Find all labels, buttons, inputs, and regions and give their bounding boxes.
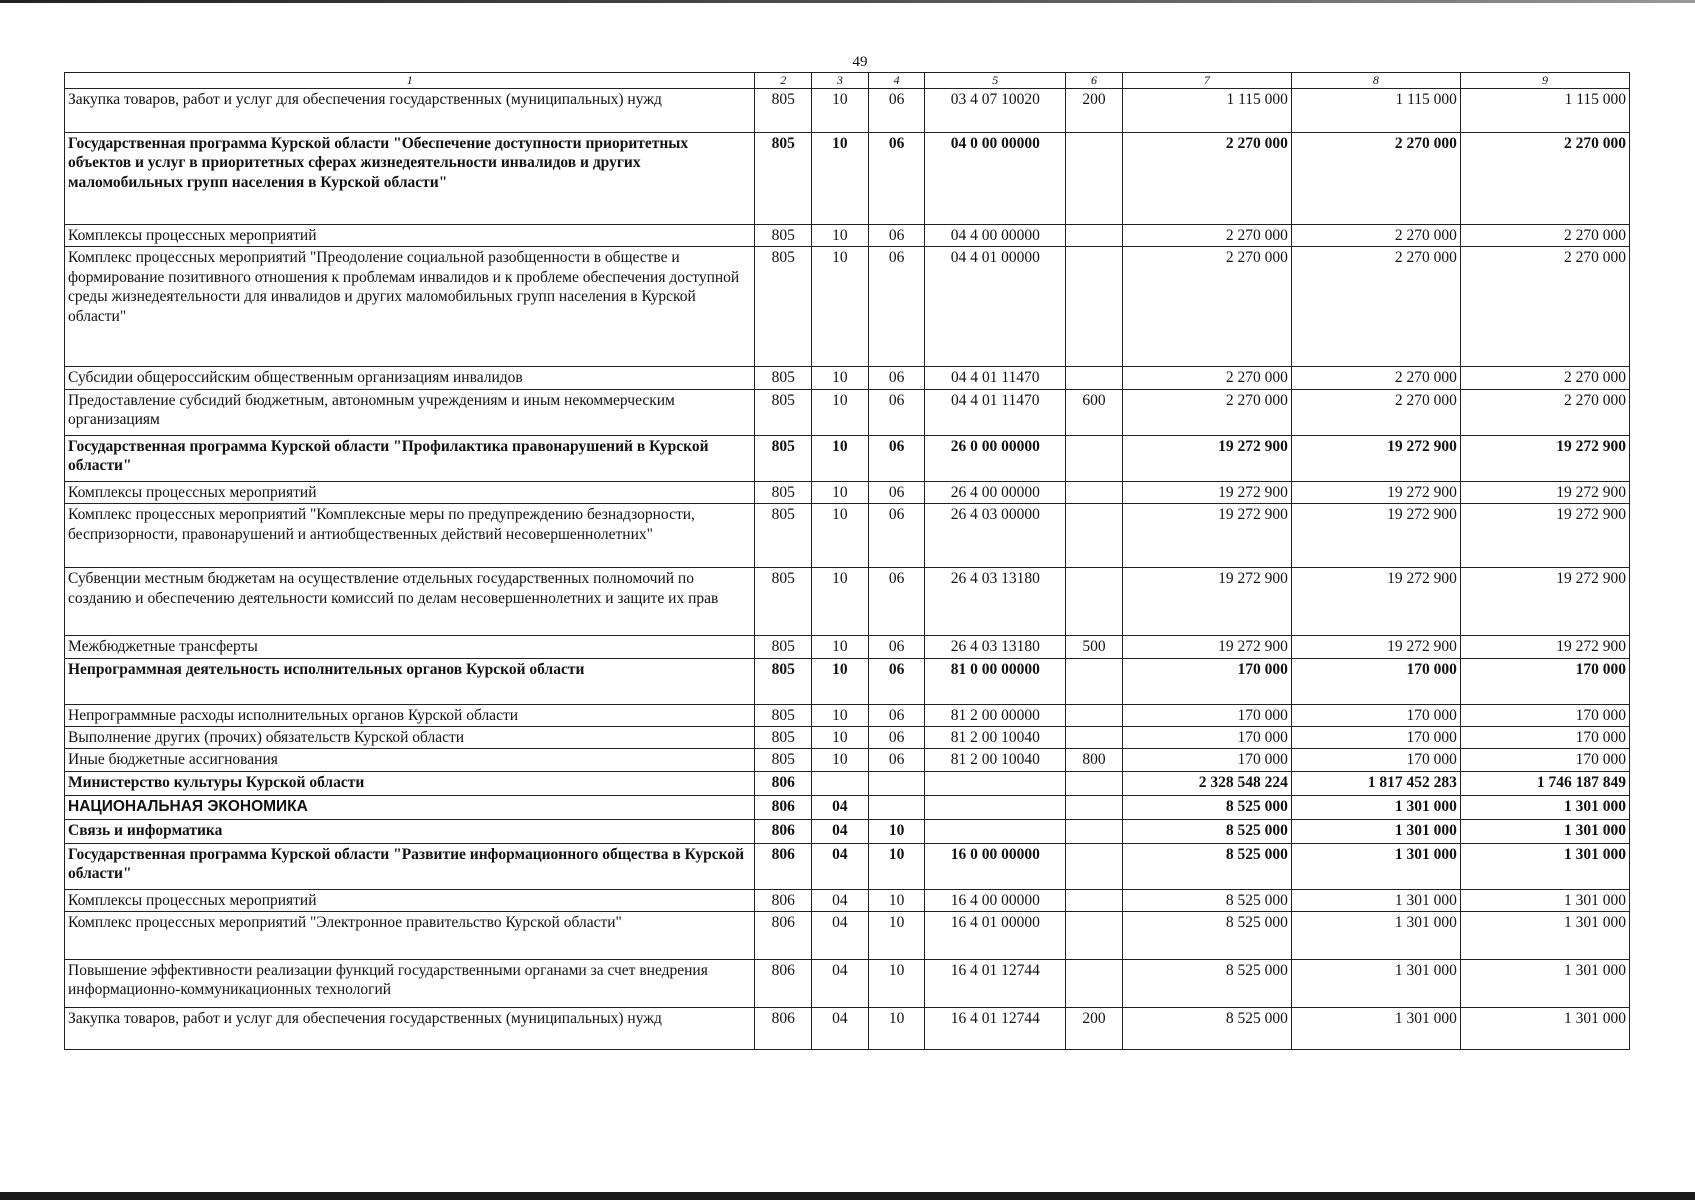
- amount-year-3: 2 270 000: [1460, 389, 1629, 435]
- col-4-code: [868, 795, 925, 819]
- budget-table: [64, 72, 1630, 1050]
- row-name: Комплекс процессных мероприятий "Комплексные меры по предупреждению безнадзорности, беспризорности, правонарушений и антиобщественных действий несовершеннолетних": [65, 504, 755, 568]
- col-3-code: 04: [812, 912, 869, 960]
- expense-type-code: [1066, 435, 1123, 481]
- row-name: НАЦИОНАЛЬНАЯ ЭКОНОМИКА: [65, 795, 755, 819]
- amount-year-3: 170 000: [1460, 658, 1629, 704]
- amount-year-3: 170 000: [1460, 726, 1629, 748]
- col-3-code: 10: [812, 435, 869, 481]
- expense-type-code: [1066, 843, 1123, 889]
- amount-year-1: 19 272 900: [1122, 636, 1291, 658]
- table-row: [65, 247, 1630, 367]
- table-row: [65, 912, 1630, 960]
- table-row: [65, 960, 1630, 1008]
- row-name: Государственная программа Курской области "Обеспечение доступности приоритетных объектов и услуг в приоритетных сферах жизнедеятельности инвалидов и других маломобильных групп населения в Курской области": [65, 133, 755, 225]
- expense-type-code: 500: [1066, 636, 1123, 658]
- target-article-code: 26 4 03 13180: [925, 568, 1066, 636]
- expense-type-code: [1066, 247, 1123, 367]
- table-row: [65, 819, 1630, 843]
- target-article-code: 04 4 01 11470: [925, 367, 1066, 389]
- target-article-code: 16 4 01 12744: [925, 960, 1066, 1008]
- col-3-code: 10: [812, 704, 869, 726]
- col-4-code: 06: [868, 568, 925, 636]
- col-2-code: 806: [755, 1008, 812, 1050]
- amount-year-3: 19 272 900: [1460, 504, 1629, 568]
- amount-year-3: 2 270 000: [1460, 247, 1629, 367]
- col-4-code: 06: [868, 749, 925, 771]
- col-2-code: 805: [755, 133, 812, 225]
- col-3-code: 04: [812, 960, 869, 1008]
- amount-year-2: 1 301 000: [1291, 912, 1460, 960]
- col-4-code: 10: [868, 960, 925, 1008]
- amount-year-1: 19 272 900: [1122, 568, 1291, 636]
- amount-year-3: 19 272 900: [1460, 481, 1629, 503]
- amount-year-2: 170 000: [1291, 726, 1460, 748]
- target-article-code: 16 4 01 00000: [925, 912, 1066, 960]
- amount-year-3: 1 301 000: [1460, 843, 1629, 889]
- row-name: Закупка товаров, работ и услуг для обеспечения государственных (муниципальных) нужд: [65, 1008, 755, 1050]
- table-row: [65, 636, 1630, 658]
- amount-year-1: 19 272 900: [1122, 435, 1291, 481]
- table-row: [65, 1008, 1630, 1050]
- target-article-code: 16 0 00 00000: [925, 843, 1066, 889]
- row-name: Иные бюджетные ассигнования: [65, 749, 755, 771]
- col-4-code: 06: [868, 726, 925, 748]
- col-3-code: 10: [812, 367, 869, 389]
- col-3-code: 10: [812, 726, 869, 748]
- table-row: [65, 435, 1630, 481]
- expense-type-code: [1066, 889, 1123, 911]
- col-4-code: 06: [868, 133, 925, 225]
- col-4-code: 06: [868, 225, 925, 247]
- col-3-code: 10: [812, 568, 869, 636]
- col-4-code: [868, 771, 925, 795]
- amount-year-2: 170 000: [1291, 704, 1460, 726]
- amount-year-1: 2 270 000: [1122, 389, 1291, 435]
- amount-year-2: 19 272 900: [1291, 504, 1460, 568]
- expense-type-code: [1066, 568, 1123, 636]
- table-row: [65, 133, 1630, 225]
- row-name: Предоставление субсидий бюджетным, автономным учреждениям и иным некоммерческим организациям: [65, 389, 755, 435]
- col-4-code: 06: [868, 389, 925, 435]
- col-3-code: 04: [812, 1008, 869, 1050]
- amount-year-2: 1 301 000: [1291, 889, 1460, 911]
- expense-type-code: [1066, 367, 1123, 389]
- amount-year-2: 2 270 000: [1291, 247, 1460, 367]
- expense-type-code: [1066, 481, 1123, 503]
- scan-top-edge: [0, 0, 1695, 3]
- col-2-code: 805: [755, 225, 812, 247]
- row-name: Непрограммные расходы исполнительных органов Курской области: [65, 704, 755, 726]
- amount-year-1: 170 000: [1122, 726, 1291, 748]
- col-4-code: 06: [868, 367, 925, 389]
- col-2-code: 805: [755, 636, 812, 658]
- table-row: [65, 367, 1630, 389]
- amount-year-1: 2 328 548 224: [1122, 771, 1291, 795]
- col-2-code: 805: [755, 435, 812, 481]
- amount-year-3: 1 301 000: [1460, 795, 1629, 819]
- col-4-code: 10: [868, 912, 925, 960]
- expense-type-code: [1066, 726, 1123, 748]
- expense-type-code: [1066, 960, 1123, 1008]
- header-col: 2: [755, 73, 812, 89]
- amount-year-3: 170 000: [1460, 749, 1629, 771]
- header-col: 7: [1122, 73, 1291, 89]
- target-article-code: 81 0 00 00000: [925, 658, 1066, 704]
- col-2-code: 806: [755, 889, 812, 911]
- table-row: [65, 389, 1630, 435]
- target-article-code: 16 4 00 00000: [925, 889, 1066, 911]
- amount-year-2: 1 115 000: [1291, 89, 1460, 133]
- amount-year-2: 19 272 900: [1291, 636, 1460, 658]
- row-name: Комплексы процессных мероприятий: [65, 889, 755, 911]
- col-2-code: 805: [755, 504, 812, 568]
- table-row: [65, 749, 1630, 771]
- expense-type-code: [1066, 504, 1123, 568]
- amount-year-2: 1 301 000: [1291, 819, 1460, 843]
- row-name: Межбюджетные трансферты: [65, 636, 755, 658]
- expense-type-code: [1066, 771, 1123, 795]
- amount-year-3: 1 301 000: [1460, 960, 1629, 1008]
- table-body: [65, 89, 1630, 1050]
- col-3-code: 10: [812, 481, 869, 503]
- table-row: [65, 658, 1630, 704]
- amount-year-1: 170 000: [1122, 749, 1291, 771]
- amount-year-2: 1 301 000: [1291, 795, 1460, 819]
- amount-year-3: 1 301 000: [1460, 819, 1629, 843]
- amount-year-1: 8 525 000: [1122, 795, 1291, 819]
- col-2-code: 806: [755, 795, 812, 819]
- header-col: 1: [65, 73, 755, 89]
- table-row: [65, 504, 1630, 568]
- row-name: Субсидии общероссийским общественным организациям инвалидов: [65, 367, 755, 389]
- col-2-code: 805: [755, 89, 812, 133]
- amount-year-3: 19 272 900: [1460, 435, 1629, 481]
- header-col: 9: [1460, 73, 1629, 89]
- target-article-code: [925, 795, 1066, 819]
- row-name: Государственная программа Курской области "Профилактика правонарушений в Курской области": [65, 435, 755, 481]
- row-name: Выполнение других (прочих) обязательств Курской области: [65, 726, 755, 748]
- row-name: Комплексы процессных мероприятий: [65, 225, 755, 247]
- col-4-code: 06: [868, 89, 925, 133]
- amount-year-1: 8 525 000: [1122, 912, 1291, 960]
- amount-year-2: 1 301 000: [1291, 960, 1460, 1008]
- col-4-code: 10: [868, 889, 925, 911]
- amount-year-1: 2 270 000: [1122, 225, 1291, 247]
- col-2-code: 806: [755, 843, 812, 889]
- amount-year-1: 8 525 000: [1122, 960, 1291, 1008]
- col-2-code: 806: [755, 819, 812, 843]
- amount-year-3: 170 000: [1460, 704, 1629, 726]
- col-2-code: 806: [755, 771, 812, 795]
- amount-year-3: 1 301 000: [1460, 912, 1629, 960]
- scan-bottom-edge: [0, 1192, 1695, 1200]
- table-row: [65, 225, 1630, 247]
- amount-year-1: 2 270 000: [1122, 133, 1291, 225]
- col-3-code: 10: [812, 89, 869, 133]
- amount-year-1: 8 525 000: [1122, 889, 1291, 911]
- target-article-code: 03 4 07 10020: [925, 89, 1066, 133]
- col-4-code: 06: [868, 504, 925, 568]
- target-article-code: 81 2 00 10040: [925, 726, 1066, 748]
- header-col: 5: [925, 73, 1066, 89]
- row-name: Субвенции местным бюджетам на осуществление отдельных государственных полномочий по созданию и обеспечению деятельности комиссий по делам несовершеннолетних и защите их прав: [65, 568, 755, 636]
- amount-year-1: 8 525 000: [1122, 819, 1291, 843]
- amount-year-3: 2 270 000: [1460, 133, 1629, 225]
- target-article-code: 81 2 00 00000: [925, 704, 1066, 726]
- col-2-code: 806: [755, 960, 812, 1008]
- col-4-code: 10: [868, 843, 925, 889]
- expense-type-code: 600: [1066, 389, 1123, 435]
- amount-year-1: 170 000: [1122, 704, 1291, 726]
- amount-year-3: 19 272 900: [1460, 636, 1629, 658]
- col-3-code: 10: [812, 504, 869, 568]
- row-name: Комплекс процессных мероприятий "Электронное правительство Курской области": [65, 912, 755, 960]
- target-article-code: 04 4 01 11470: [925, 389, 1066, 435]
- col-4-code: 10: [868, 1008, 925, 1050]
- header-col: 6: [1066, 73, 1123, 89]
- amount-year-1: 19 272 900: [1122, 504, 1291, 568]
- expense-type-code: [1066, 704, 1123, 726]
- target-article-code: [925, 771, 1066, 795]
- table-row: [65, 568, 1630, 636]
- row-name: Повышение эффективности реализации функций государственными органами за счет внедрения информационно-коммуникационных технологий: [65, 960, 755, 1008]
- expense-type-code: 200: [1066, 89, 1123, 133]
- target-article-code: [925, 819, 1066, 843]
- target-article-code: 26 4 03 13180: [925, 636, 1066, 658]
- col-3-code: 04: [812, 819, 869, 843]
- target-article-code: 16 4 01 12744: [925, 1008, 1066, 1050]
- header-col: 8: [1291, 73, 1460, 89]
- table-row: [65, 704, 1630, 726]
- col-4-code: 06: [868, 435, 925, 481]
- col-3-code: 10: [812, 636, 869, 658]
- amount-year-2: 170 000: [1291, 658, 1460, 704]
- col-3-code: 04: [812, 795, 869, 819]
- table-row: [65, 795, 1630, 819]
- col-4-code: 06: [868, 636, 925, 658]
- amount-year-3: 2 270 000: [1460, 225, 1629, 247]
- amount-year-2: 1 301 000: [1291, 1008, 1460, 1050]
- amount-year-2: 19 272 900: [1291, 435, 1460, 481]
- col-3-code: 10: [812, 749, 869, 771]
- amount-year-2: 2 270 000: [1291, 389, 1460, 435]
- table-row: [65, 889, 1630, 911]
- row-name: Связь и информатика: [65, 819, 755, 843]
- header-col: 4: [868, 73, 925, 89]
- col-3-code: 10: [812, 247, 869, 367]
- amount-year-3: 1 746 187 849: [1460, 771, 1629, 795]
- col-3-code: 10: [812, 225, 869, 247]
- page-number: 49: [852, 54, 868, 70]
- table-row: [65, 726, 1630, 748]
- table-row: [65, 89, 1630, 133]
- amount-year-3: 19 272 900: [1460, 568, 1629, 636]
- expense-type-code: 800: [1066, 749, 1123, 771]
- col-3-code: 10: [812, 389, 869, 435]
- col-3-code: 10: [812, 133, 869, 225]
- col-2-code: 805: [755, 568, 812, 636]
- amount-year-1: 8 525 000: [1122, 843, 1291, 889]
- col-4-code: 10: [868, 819, 925, 843]
- col-3-code: [812, 771, 869, 795]
- row-name: Закупка товаров, работ и услуг для обеспечения государственных (муниципальных) нужд: [65, 89, 755, 133]
- expense-type-code: [1066, 225, 1123, 247]
- target-article-code: 26 4 00 00000: [925, 481, 1066, 503]
- expense-type-code: [1066, 819, 1123, 843]
- header-row: [65, 73, 1630, 89]
- amount-year-3: 1 301 000: [1460, 1008, 1629, 1050]
- row-name: Государственная программа Курской области "Развитие информационного общества в Курской области": [65, 843, 755, 889]
- col-4-code: 06: [868, 704, 925, 726]
- row-name: Комплексы процессных мероприятий: [65, 481, 755, 503]
- target-article-code: 26 4 03 00000: [925, 504, 1066, 568]
- expense-type-code: [1066, 912, 1123, 960]
- amount-year-2: 2 270 000: [1291, 225, 1460, 247]
- col-4-code: 06: [868, 481, 925, 503]
- col-4-code: 06: [868, 658, 925, 704]
- amount-year-1: 170 000: [1122, 658, 1291, 704]
- expense-type-code: [1066, 658, 1123, 704]
- amount-year-2: 1 817 452 283: [1291, 771, 1460, 795]
- target-article-code: 26 0 00 00000: [925, 435, 1066, 481]
- col-3-code: 10: [812, 658, 869, 704]
- col-2-code: 805: [755, 247, 812, 367]
- col-2-code: 805: [755, 726, 812, 748]
- expense-type-code: 200: [1066, 1008, 1123, 1050]
- col-4-code: 06: [868, 247, 925, 367]
- row-name: Непрограммная деятельность исполнительных органов Курской области: [65, 658, 755, 704]
- col-2-code: 805: [755, 749, 812, 771]
- amount-year-2: 19 272 900: [1291, 568, 1460, 636]
- col-2-code: 805: [755, 658, 812, 704]
- col-2-code: 805: [755, 389, 812, 435]
- amount-year-2: 1 301 000: [1291, 843, 1460, 889]
- amount-year-1: 2 270 000: [1122, 247, 1291, 367]
- target-article-code: 04 4 01 00000: [925, 247, 1066, 367]
- amount-year-1: 19 272 900: [1122, 481, 1291, 503]
- expense-type-code: [1066, 133, 1123, 225]
- amount-year-2: 170 000: [1291, 749, 1460, 771]
- col-3-code: 04: [812, 843, 869, 889]
- table-row: [65, 481, 1630, 503]
- amount-year-3: 1 115 000: [1460, 89, 1629, 133]
- row-name: Комплекс процессных мероприятий "Преодоление социальной разобщенности в обществе и формирование позитивного отношения к проблемам инвалидов и к проблеме обеспечения доступной среды жизнедеятельности для инвалидов и других маломобильных групп населения в Курской области": [65, 247, 755, 367]
- target-article-code: 04 4 00 00000: [925, 225, 1066, 247]
- amount-year-1: 2 270 000: [1122, 367, 1291, 389]
- amount-year-2: 2 270 000: [1291, 367, 1460, 389]
- table-row: [65, 843, 1630, 889]
- target-article-code: 81 2 00 10040: [925, 749, 1066, 771]
- col-2-code: 806: [755, 912, 812, 960]
- amount-year-1: 1 115 000: [1122, 89, 1291, 133]
- col-3-code: 04: [812, 889, 869, 911]
- col-2-code: 805: [755, 367, 812, 389]
- amount-year-3: 2 270 000: [1460, 367, 1629, 389]
- row-name: Министерство культуры Курской области: [65, 771, 755, 795]
- amount-year-3: 1 301 000: [1460, 889, 1629, 911]
- amount-year-1: 8 525 000: [1122, 1008, 1291, 1050]
- expense-type-code: [1066, 795, 1123, 819]
- col-2-code: 805: [755, 481, 812, 503]
- target-article-code: 04 0 00 00000: [925, 133, 1066, 225]
- table-row: [65, 771, 1630, 795]
- col-2-code: 805: [755, 704, 812, 726]
- header-col: 3: [812, 73, 869, 89]
- amount-year-2: 19 272 900: [1291, 481, 1460, 503]
- amount-year-2: 2 270 000: [1291, 133, 1460, 225]
